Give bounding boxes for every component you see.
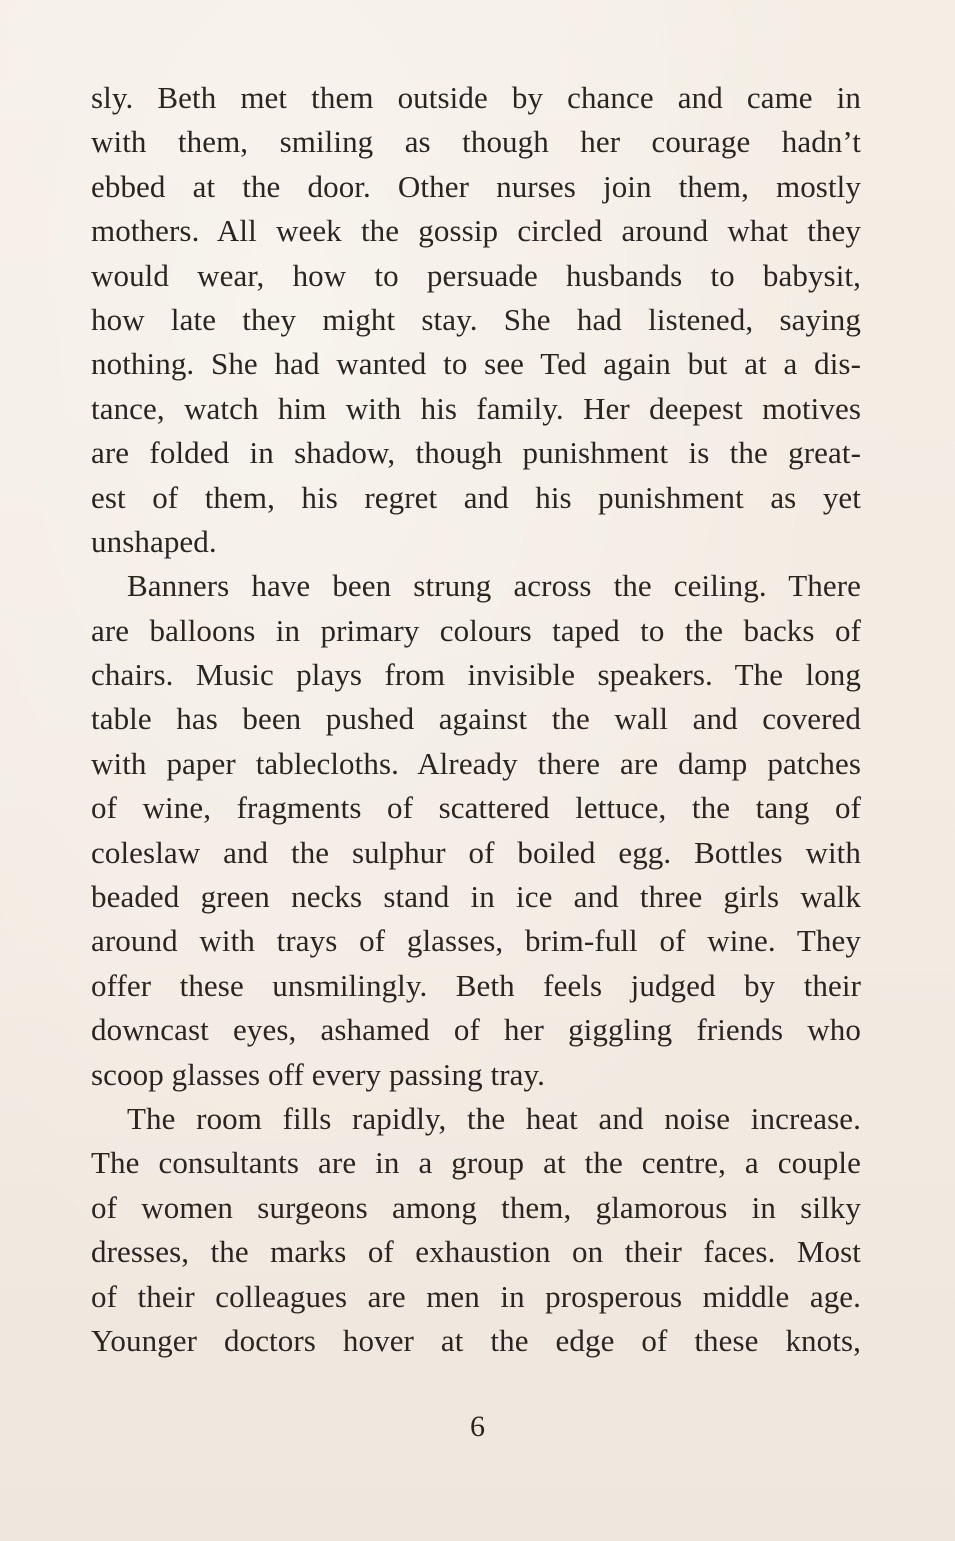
- text-line: est of them, his regret and his punishment as yet: [91, 479, 861, 515]
- text-line: sly. Beth met them outside by chance and came in: [91, 80, 861, 115]
- text-line: The room fills rapidly, the heat and noise increase.: [127, 1100, 861, 1136]
- text-line: ebbed at the door. Other nurses join them, mostly: [91, 168, 861, 204]
- text-line: The consultants are in a group at the centre, a couple: [91, 1145, 861, 1181]
- page-number: 6: [470, 1410, 485, 1443]
- text-line: Banners have been strung across the ceiling. There: [127, 568, 861, 604]
- text-line: nothing. She had wanted to see Ted again but at a dis-: [91, 346, 861, 382]
- text-line: dresses, the marks of exhaustion on their faces. Most: [91, 1234, 861, 1270]
- text-line: chairs. Music plays from invisible speakers. The long: [91, 657, 861, 693]
- text-line: beaded green necks stand in ice and three girls walk: [91, 879, 861, 915]
- text-line: of women surgeons among them, glamorous in silky: [91, 1189, 861, 1225]
- text-line: with them, smiling as though her courage hadn’t: [91, 124, 861, 160]
- text-line: offer these unsmilingly. Beth feels judged by their: [91, 967, 861, 1003]
- body-text: [91, 76, 861, 1363]
- text-line: with paper tablecloths. Already there are damp patches: [91, 745, 861, 781]
- text-line: of wine, fragments of scattered lettuce, the tang of: [91, 790, 861, 826]
- text-line: are balloons in primary colours taped to the backs of: [91, 612, 861, 648]
- text-line: around with trays of glasses, brim-full of wine. They: [91, 923, 861, 959]
- text-line: coleslaw and the sulphur of boiled egg. Bottles with: [91, 834, 861, 870]
- text-line: Younger doctors hover at the edge of these knots,: [91, 1322, 861, 1358]
- text-line: of their colleagues are men in prosperous middle age.: [91, 1278, 861, 1314]
- text-line: are folded in shadow, though punishment is the great-: [91, 435, 861, 471]
- text-line: downcast eyes, ashamed of her giggling friends who: [91, 1012, 861, 1048]
- text-line: would wear, how to persuade husbands to babysit,: [91, 257, 861, 293]
- text-line: mothers. All week the gossip circled around what they: [91, 213, 861, 249]
- text-line: unshaped.: [91, 523, 217, 559]
- text-line: scoop glasses off every passing tray.: [91, 1056, 545, 1092]
- text-line: tance, watch him with his family. Her deepest motives: [91, 390, 861, 426]
- text-line: table has been pushed against the wall and covered: [91, 701, 861, 737]
- text-line: how late they might stay. She had listened, saying: [91, 301, 861, 337]
